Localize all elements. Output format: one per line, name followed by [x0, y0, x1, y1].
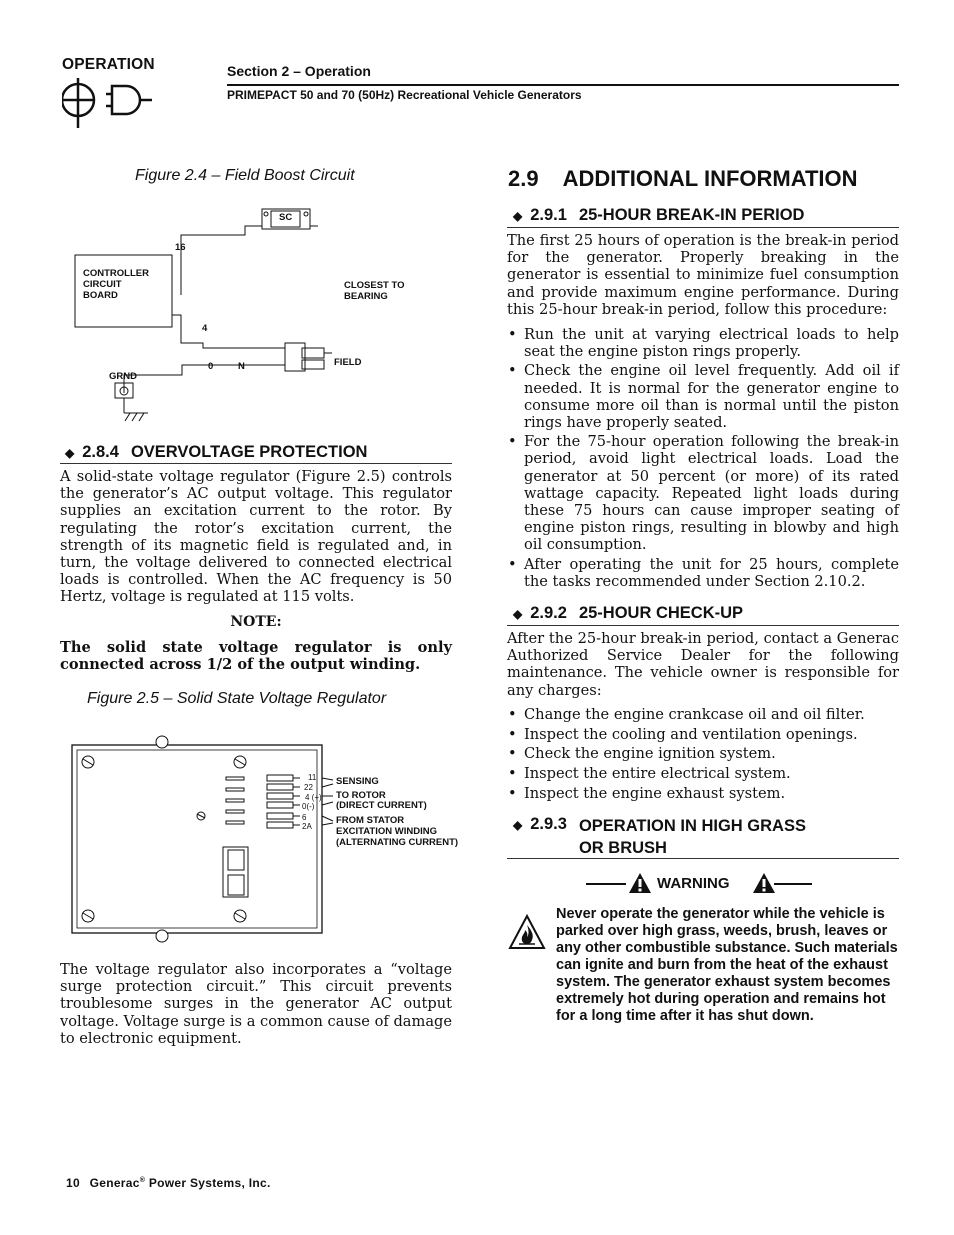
- voltage-regulator-diagram: [60, 730, 360, 950]
- terminal-4: 4 (+): [305, 793, 322, 802]
- logo-text: OPERATION: [62, 56, 155, 73]
- terminal-2a: 2A: [302, 822, 312, 831]
- registered-mark: ®: [139, 1177, 146, 1184]
- heading-number: 2.8.4: [82, 443, 119, 461]
- note-label: NOTE:: [230, 614, 282, 630]
- heading-rule: [507, 625, 899, 626]
- heading-number: 2.9.3: [530, 815, 567, 833]
- footer: [66, 1176, 271, 1190]
- fire-hazard-icon: [508, 914, 546, 950]
- footer-company-rest: Power Systems, Inc.: [145, 1176, 271, 1190]
- warning-triangle-icon: [628, 872, 652, 894]
- label-from-stator: FROM STATOR: [336, 815, 405, 826]
- heading-number: 2.9.2: [530, 604, 567, 622]
- terminal-6: 6: [302, 813, 307, 822]
- warning-rule-right: [774, 883, 812, 885]
- list-item: • For the 75-hour operation following the break-in period, avoid light electrical loads. Load the generator at 50 percent (or more) of its rated wattage capacity. Repeated light loads during these 75 hours can cause improper seating of engine piston rings, resulting in blowby and high oil consumption.: [507, 433, 899, 553]
- heading-rule: [60, 463, 452, 464]
- heading-title-line-2: OR BRUSH: [578, 839, 667, 857]
- figure-2-5-caption: Figure 2.5 – Solid State Voltage Regulator: [87, 690, 387, 707]
- header-subtitle: PRIMEPACT 50 and 70 (50Hz) Recreational Vehicle Generators: [227, 88, 582, 102]
- heading-title: 25-HOUR BREAK-IN PERIOD: [578, 206, 805, 224]
- list-item: • Inspect the entire electrical system.: [507, 765, 899, 782]
- list-item: • Check the engine ignition system.: [507, 745, 899, 762]
- heading-title: [579, 815, 806, 859]
- heading-2-9-3: [513, 815, 806, 859]
- header-rule: [227, 84, 899, 86]
- list-item: • Run the unit at varying electrical loads to help seat the engine piston rings properly.: [507, 326, 899, 360]
- footer-company: Generac: [89, 1176, 140, 1190]
- header-section: Section 2 – Operation: [227, 63, 371, 79]
- warning-triangle-icon: [752, 872, 776, 894]
- warning-banner: [586, 872, 816, 896]
- list-item: • Check the engine oil level frequently. Add oil if needed. It is normal for the generator engine to consume more oil than is normal until the piston rings have properly seated.: [507, 362, 899, 431]
- label-direct-current: (DIRECT CURRENT): [336, 800, 427, 811]
- label-to-rotor: TO ROTOR: [336, 790, 386, 801]
- figure-2-4-caption: Figure 2.4 – Field Boost Circuit: [135, 167, 355, 184]
- heading-rule: [507, 858, 899, 859]
- label-controller: CONTROLLER CIRCUIT BOARD: [83, 268, 149, 301]
- diamond-icon: ◆: [65, 446, 75, 460]
- break-in-list: [507, 326, 899, 590]
- label-wire-0: 0: [208, 361, 214, 372]
- note-text: The solid state voltage regulator is only connected across 1/2 of the output winding.: [60, 639, 452, 674]
- regulator-paragraph: The voltage regulator also incorporates a “voltage surge protection circuit.” This circuit prevents troublesome surges in the generator AC output voltage. Voltage surge is a common cause of damage to electronic equipment.: [60, 961, 452, 1047]
- label-alternating-current: (ALTERNATING CURRENT): [336, 837, 459, 848]
- heading-rule: [507, 227, 899, 228]
- label-closest-to-bearing: CLOSEST TO BEARING: [344, 280, 405, 302]
- heading-number: 2.9: [508, 166, 539, 191]
- field-boost-circuit-diagram: [70, 200, 350, 430]
- label-sensing: SENSING: [336, 776, 379, 787]
- terminal-11: 11: [308, 773, 317, 782]
- page-number: 10: [66, 1176, 80, 1190]
- list-item: • Inspect the engine exhaust system.: [507, 785, 899, 802]
- list-item: • Change the engine crankcase oil and oil filter.: [507, 706, 899, 723]
- heading-2-8-4: [65, 443, 367, 462]
- operation-logo: [62, 57, 162, 132]
- label-field: FIELD: [334, 357, 362, 368]
- diamond-icon: ◆: [513, 607, 523, 621]
- terminal-22: 22: [304, 783, 313, 792]
- check-up-paragraph: After the 25-hour break-in period, contact a Generac Authorized Service Dealer for the following maintenance. The vehicle owner is responsible for any charges:: [507, 630, 899, 699]
- list-item: • After operating the unit for 25 hours, complete the tasks recommended under Section 2.10.2.: [507, 556, 899, 590]
- check-up-list: [507, 706, 899, 802]
- break-in-paragraph: The first 25 hours of operation is the break-in period for the generator. Properly breaking in the generator is essential to minimize fuel consumption and provide maximum engine performance. During this 25-hour break-in period, follow this procedure:: [507, 232, 899, 318]
- heading-2-9: [508, 166, 858, 192]
- label-sc: SC: [279, 212, 293, 223]
- heading-number: 2.9.1: [530, 206, 567, 224]
- label-wire-4: 4: [202, 323, 208, 334]
- heading-2-9-1: [513, 206, 804, 225]
- label-n: N: [238, 361, 245, 372]
- plug-socket-icon: [62, 74, 162, 130]
- diamond-icon: ◆: [513, 209, 523, 223]
- warning-rule-left: [586, 883, 626, 885]
- overvoltage-paragraph: A solid-state voltage regulator (Figure 2.5) controls the generator’s AC output voltage. This regulator supplies an excitation current to the rotor. By regulating the rotor’s excitation current, the strength of its magnetic field is regulated and, in turn, the voltage delivered to connected electrical loads is controlled. When the AC frequency is 50 Hertz, voltage is regulated at 115 volts.: [60, 468, 452, 606]
- label-grnd: GRND: [109, 371, 137, 382]
- label-excitation-winding: EXCITATION WINDING: [336, 826, 437, 837]
- label-wire-16: 16: [175, 242, 186, 253]
- terminal-0: 0(-): [302, 802, 315, 811]
- heading-title: 25-HOUR CHECK-UP: [578, 604, 744, 622]
- warning-text: Never operate the generator while the vehicle is parked over high grass, weeds, brush, leaves or any other combustible substance. Such materials can ignite and burn from the heat of the exhaust system. The generator exhaust system becomes extremely hot during operation and remains hot for a long time after it has shut down.: [556, 906, 898, 1024]
- heading-title: ADDITIONAL INFORMATION: [562, 166, 858, 191]
- warning-label: WARNING: [657, 875, 730, 892]
- heading-2-9-2: [513, 604, 743, 623]
- list-item: • Inspect the cooling and ventilation openings.: [507, 726, 899, 743]
- heading-title-line-1: OPERATION IN HIGH GRASS: [578, 817, 806, 835]
- heading-title: OVERVOLTAGE PROTECTION: [130, 443, 368, 461]
- diamond-icon: ◆: [513, 818, 523, 832]
